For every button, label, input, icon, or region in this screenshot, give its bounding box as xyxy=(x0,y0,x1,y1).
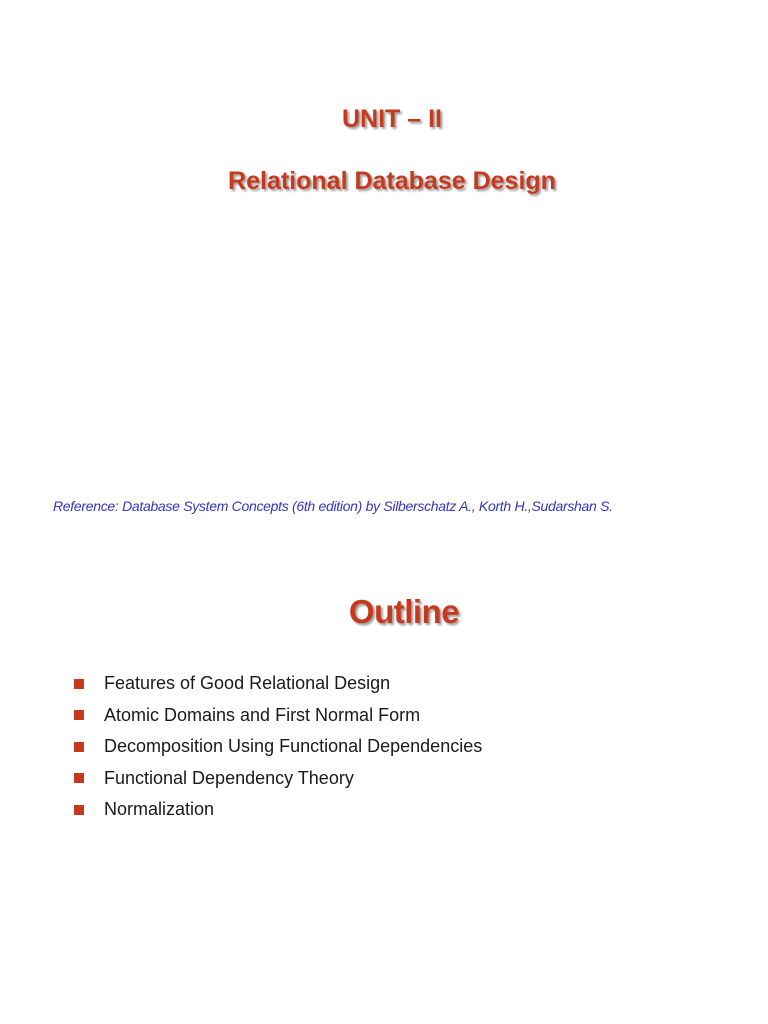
slide-subtitle: Relational Database Design xyxy=(228,167,556,195)
list-item-label: Features of Good Relational Design xyxy=(104,673,391,694)
list-item xyxy=(74,731,482,763)
outline-heading: Outline xyxy=(348,593,460,630)
list-item xyxy=(74,668,482,700)
outline-list xyxy=(74,668,482,826)
unit-title: UNIT – II xyxy=(341,105,442,133)
list-item-label: Normalization xyxy=(104,799,215,820)
square-bullet-icon xyxy=(74,710,84,720)
list-item-label: Decomposition Using Functional Dependencies xyxy=(104,736,483,757)
list-item xyxy=(74,763,482,795)
square-bullet-icon xyxy=(74,805,84,815)
list-item xyxy=(74,794,482,826)
list-item xyxy=(74,700,482,732)
list-item-label: Functional Dependency Theory xyxy=(104,767,354,788)
square-bullet-icon xyxy=(74,773,84,783)
square-bullet-icon xyxy=(74,679,84,689)
square-bullet-icon xyxy=(74,742,84,752)
list-item-label: Atomic Domains and First Normal Form xyxy=(104,704,421,725)
reference-text: Reference: Database System Concepts (6th edition) by Silberschatz A., Korth H.,Sudarshan S. xyxy=(53,498,613,514)
